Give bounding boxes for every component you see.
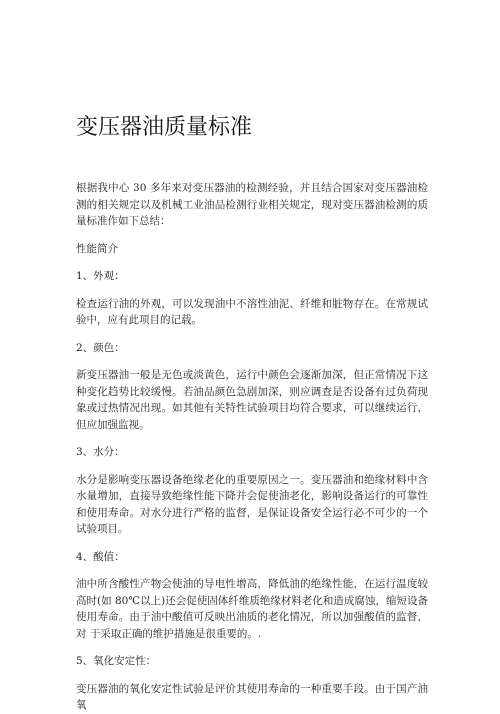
document-body [76,180,428,714]
item-heading-appearance: 1、外观： [76,270,125,282]
item-heading-acid-value: 4、酸值： [76,550,125,563]
item-heading-oxidation-stability: 5、氧化安定性： [76,655,157,667]
item-body-oxidation-stability: 变压器油的氧化安定性试验是评价其使用寿命的一种重要手段。由于国产油氧 [76,682,428,711]
intro-paragraph: 根据我中心 30 多年来对变压器油的检测经验，并且结合国家对变压器油检测的相关规定以及机械工业油品检测行业相关规定，现对变压器油检测的质量标准作如下总结： [76,182,428,227]
page-title: 变压器油质量标准 [76,115,253,140]
item-body-acid-value: 油中所含酸性产物会使油的导电性增高，降低油的绝缘性能，在运行温度较高时(如 80℃以上)还会促使固体纤维质绝缘材料老化和造成腐蚀，缩短设备使用寿命。由于油中酸值可反映出油质的老化情况，所以加强酸值的监督，对 于采取正确的维护措施是很重要的。. [76,578,428,640]
item-body-color: 新变压器油一般是无色或淡黄色，运行中颜色会逐渐加深，但正常情况下这种变化趋势比较缓慢。若油品颜色急剧加深，则应调查是否设备有过负荷现象或过热情况出现。如其他有关特性试验项目均符合要求，可以继续运行，但应加强监视。 [76,369,428,431]
item-heading-color: 2、颜色： [76,341,125,354]
item-body-moisture: 水分是影响变压器设备绝缘老化的重要原因之一。变压器油和绝缘材料中含水量增加，直接导致绝缘性能下降并会促使油老化，影响设备运行的可靠性和使用寿命。对水分进行严格的监督，是保证设备安全运行必不可少的一个试验项目。 [76,473,428,535]
item-body-appearance: 检查运行油的外观，可以发现油中不溶性油泥、纤维和脏物存在。在常规试验中，应有此项目的记载。 [76,297,428,326]
section-heading: 性能简介 [76,242,118,255]
item-heading-moisture: 3、水分： [76,446,125,458]
